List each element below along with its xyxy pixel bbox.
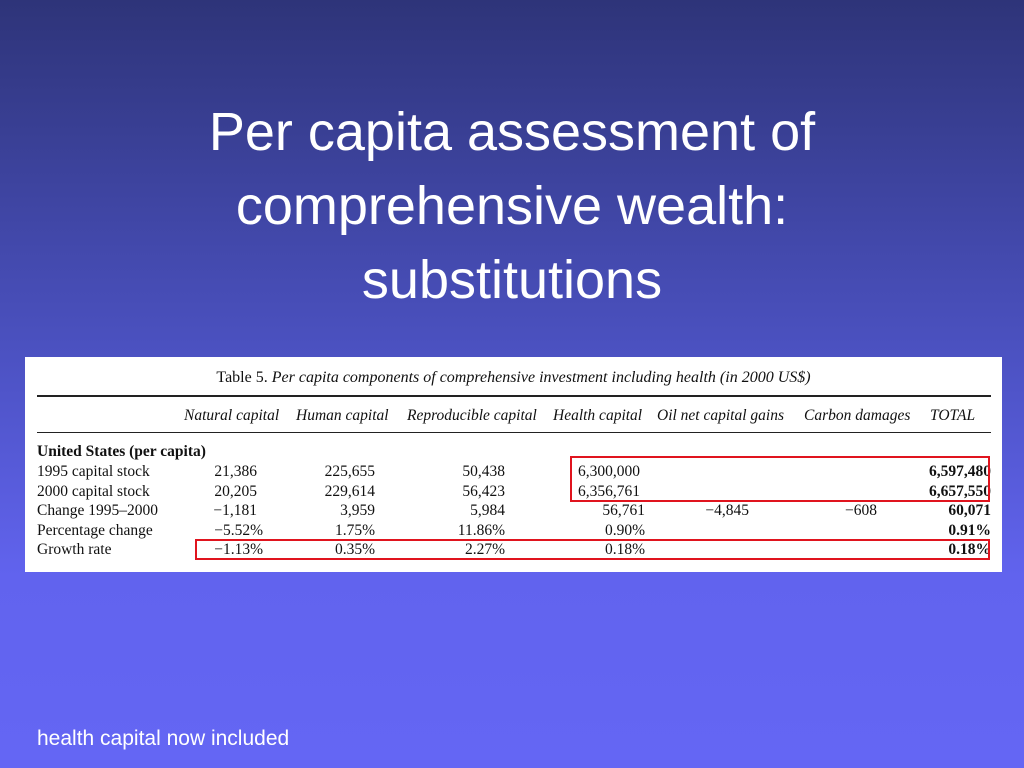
col-header-health-capital: Health capital	[553, 407, 643, 424]
title-line-1: Per capita assessment of	[208, 102, 816, 162]
highlight-box-growth-rate	[195, 539, 990, 560]
table-cell: 21,386	[214, 463, 257, 480]
row-label-1995-capital-stock: 1995 capital stock	[37, 463, 150, 480]
table-cell: 0.18%	[604, 541, 645, 558]
table-cell: 6,657,550	[929, 483, 991, 500]
section-label: United States (per capita)	[37, 443, 206, 460]
table-cell: 20,205	[214, 483, 257, 500]
row-label-change: Change 1995–2000	[37, 502, 158, 519]
title-line-3: substitutions	[361, 250, 663, 310]
table-cell: 6,300,000	[578, 463, 640, 480]
col-header-carbon-damages: Carbon damages	[804, 407, 911, 424]
table-header-rule	[37, 432, 991, 433]
table-caption	[25, 369, 1002, 387]
table-cell: 3,959	[340, 502, 375, 519]
col-header-natural-capital: Natural capital	[184, 407, 280, 424]
table-cell: 0.18%	[948, 541, 991, 558]
table-cell: 56,761	[602, 502, 645, 519]
table-cell: −1.13%	[214, 541, 263, 558]
table-cell: 5,984	[470, 502, 505, 519]
table-cell: 229,614	[324, 483, 375, 500]
slide-title	[0, 95, 1024, 317]
table-cell: 11.86%	[457, 522, 505, 539]
table-caption-label: Table 5.	[216, 369, 268, 386]
col-header-total: TOTAL	[930, 407, 976, 424]
table-cell: 0.91%	[948, 522, 991, 539]
highlight-box-capital-stock	[570, 456, 990, 502]
table-cell: 0.35%	[334, 541, 375, 558]
table-cell: 6,597,480	[929, 463, 991, 480]
table-image-panel	[25, 357, 1002, 572]
table-cell: −4,845	[705, 502, 749, 519]
table-cell: 2.27%	[464, 541, 505, 558]
title-line-2: comprehensive wealth:	[235, 176, 789, 236]
table-cell: 60,071	[948, 502, 991, 519]
table-cell: 1.75%	[334, 522, 375, 539]
col-header-human-capital: Human capital	[296, 407, 389, 424]
table-cell: 6,356,761	[578, 483, 640, 500]
col-header-oil-net-capital-gains: Oil net capital gains	[657, 407, 785, 424]
slide-note: health capital now included	[37, 727, 290, 750]
table-cell: 0.90%	[604, 522, 645, 539]
table-cell: −5.52%	[214, 522, 263, 539]
table-cell: −608	[845, 502, 877, 519]
row-label-growth-rate: Growth rate	[37, 541, 112, 558]
table-cell: 225,655	[324, 463, 375, 480]
table-cell: −1,181	[213, 502, 257, 519]
row-label-2000-capital-stock: 2000 capital stock	[37, 483, 150, 500]
row-label-percentage-change: Percentage change	[37, 522, 153, 539]
col-header-reproducible-capital: Reproducible capital	[407, 407, 537, 424]
table-caption-text: Per capita components of comprehensive investment including health (in 2000 US$)	[271, 369, 811, 386]
table-top-rule	[37, 395, 991, 397]
table-cell: 56,423	[462, 483, 505, 500]
table-cell: 50,438	[462, 463, 505, 480]
